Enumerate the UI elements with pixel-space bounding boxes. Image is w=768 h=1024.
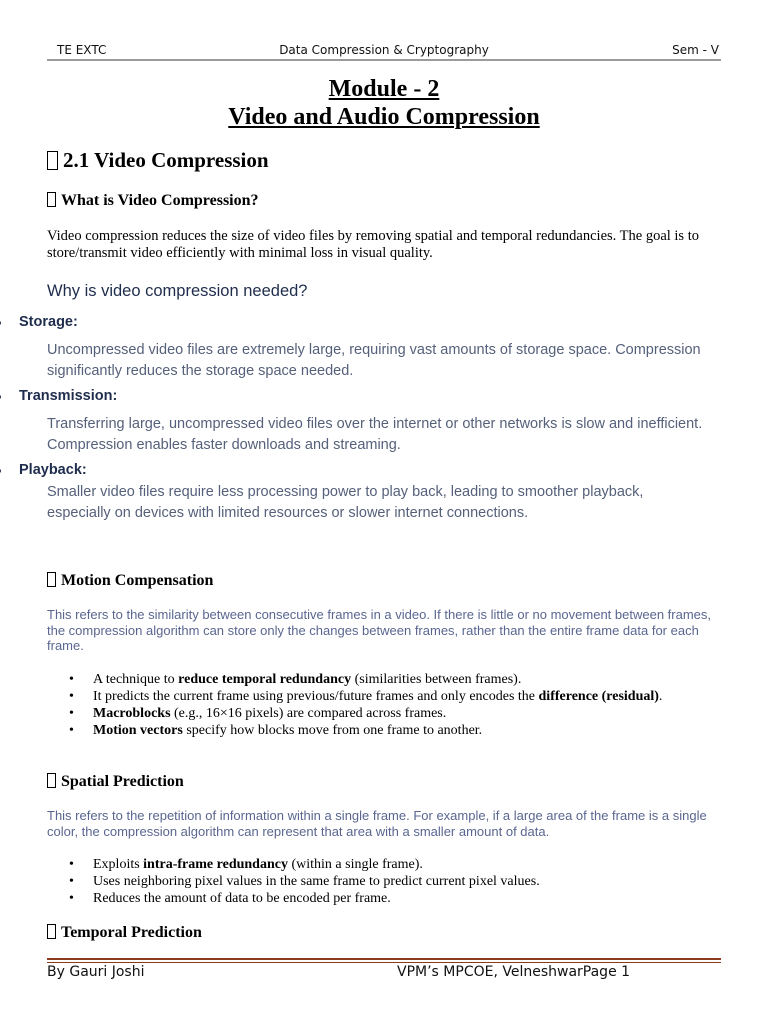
- footer-rule-thin: [47, 962, 721, 963]
- bullet-icon: [0, 469, 1, 473]
- section-heading-text: 2.1 Video Compression: [63, 148, 269, 172]
- list-item: • Reduces the amount of data to be encoded per frame.: [47, 890, 687, 907]
- need-label-text: Transmission:: [19, 388, 118, 404]
- missing-glyph-icon: [47, 151, 58, 170]
- motion-heading-text: Motion Compensation: [61, 572, 214, 589]
- list-item: • Macroblocks (e.g., 16×16 pixels) are compared across frames.: [47, 705, 687, 722]
- header-rule: [47, 59, 721, 61]
- spatial-note: This refers to the repetition of information within a single frame. For example, if a large area of the frame is a single color, the compression algorithm can represent that area with a smaller amount of data.: [47, 808, 707, 839]
- missing-glyph-icon: [47, 924, 56, 939]
- missing-glyph-icon: [47, 192, 56, 207]
- header-class: TE EXTC: [57, 43, 107, 57]
- need-transmission-label: [19, 388, 117, 404]
- need-playback-label: [19, 462, 87, 478]
- need-storage-label: [19, 314, 78, 330]
- list-item: • It predicts the current frame using previous/future frames and only encodes the difference (residual).: [47, 688, 687, 705]
- why-heading: Why is video compression needed?: [47, 282, 308, 300]
- footer-author: By Gauri Joshi: [47, 964, 145, 980]
- missing-glyph-icon: [47, 572, 56, 587]
- footer-institute-page: VPM’s MPCOE, VelneshwarPage 1: [397, 964, 631, 980]
- list-item: • Exploits intra-frame redundancy (within a single frame).: [47, 856, 687, 873]
- motion-note: This refers to the similarity between consecutive frames in a video. If there is little or no movement between frames, the compression algorithm can store only the changes between frames, rather than the entire frame data for each frame.: [47, 607, 712, 653]
- need-playback-text: Smaller video files require less processing power to play back, leading to smoother playback, especially on devices with limited resources or slower internet connections.: [47, 484, 644, 521]
- section-heading: [47, 148, 269, 173]
- module-subtitle: Video and Audio Compression: [228, 104, 540, 130]
- motion-heading: [47, 572, 213, 590]
- page-header: [47, 43, 721, 59]
- list-item: • Motion vectors specify how blocks move from one frame to another.: [47, 722, 687, 739]
- what-paragraph: Video compression reduces the size of video files by removing spatial and temporal redundancies. The goal is to store/transmit video efficiently with minimal loss in visual quality.: [47, 228, 699, 261]
- bullet-icon: [0, 321, 1, 325]
- spatial-bullets: [47, 856, 687, 907]
- module-title: Module - 2: [328, 76, 440, 102]
- temporal-heading: [47, 924, 202, 942]
- need-transmission-text: Transferring large, uncompressed video files over the internet or other networks is slow and inefficient. Compression enables faster downloads and streaming.: [47, 416, 703, 453]
- need-storage-text: Uncompressed video files are extremely large, requiring vast amounts of storage space. Compression significantly reduces the storage space needed.: [47, 342, 701, 379]
- temporal-heading-text: Temporal Prediction: [61, 924, 202, 941]
- footer-rule: [47, 958, 721, 960]
- spatial-heading-text: Spatial Prediction: [61, 773, 184, 790]
- missing-glyph-icon: [47, 773, 56, 788]
- need-label-text: Storage:: [19, 314, 78, 330]
- spatial-heading: [47, 773, 184, 791]
- list-item: • A technique to reduce temporal redundancy (similarities between frames).: [47, 671, 687, 688]
- what-heading-text: What is Video Compression?: [61, 192, 259, 209]
- need-label-text: Playback:: [19, 462, 87, 478]
- header-semester: Sem - V: [672, 43, 719, 57]
- header-subject: Data Compression & Cryptography: [279, 43, 489, 57]
- bullet-icon: [0, 395, 1, 399]
- list-item: • Uses neighboring pixel values in the same frame to predict current pixel values.: [47, 873, 687, 890]
- what-heading: [47, 192, 259, 210]
- motion-bullets: [47, 671, 687, 739]
